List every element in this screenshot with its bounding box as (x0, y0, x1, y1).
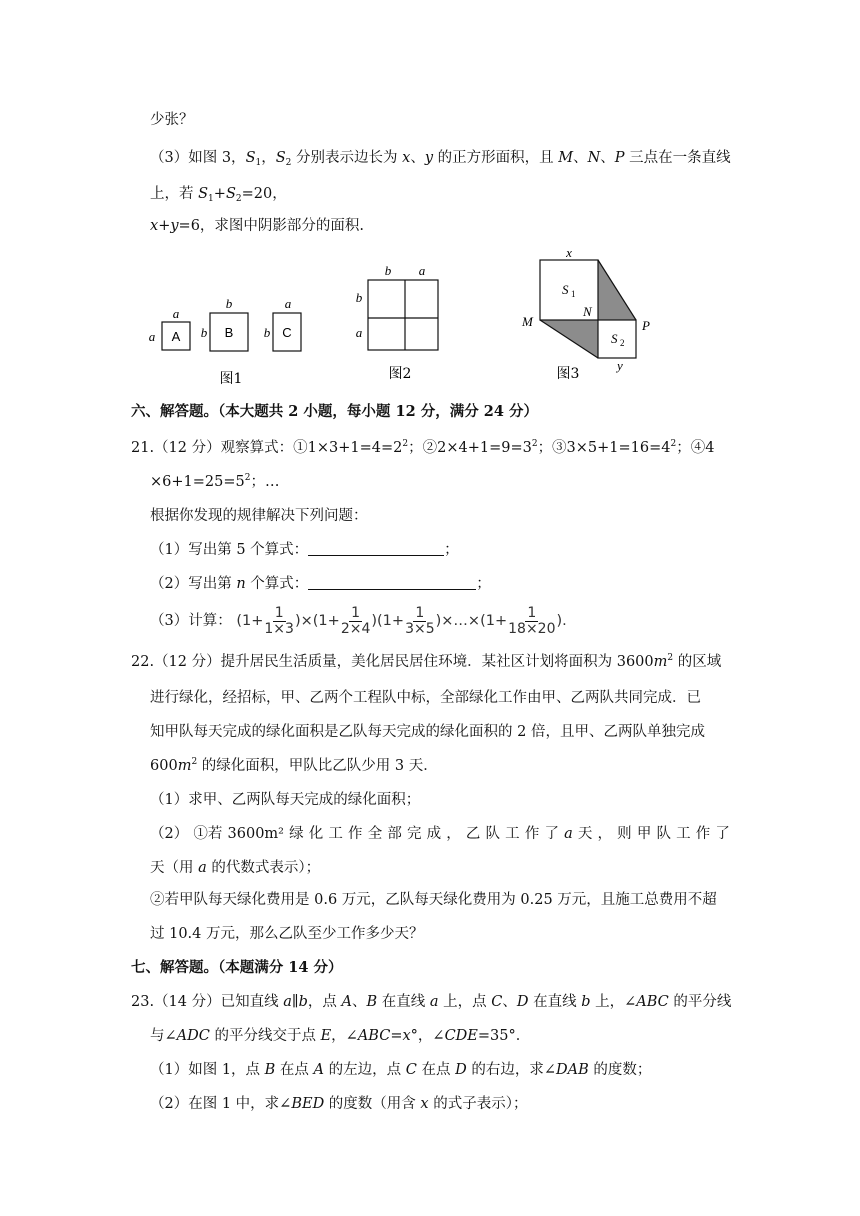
fig3-label-s1-sub: 1 (571, 289, 576, 299)
figures (0, 0, 860, 400)
side-label-b-top: b (225, 296, 233, 311)
q23-line2: 与∠ADC 的平分线交于点 E，∠ABC=x°，∠CDE=35°． (150, 1028, 531, 1044)
figure-3 (521, 245, 650, 382)
q22-part3-line1: ②若甲队每天绿化费用是 0.6 万元，乙队每天绿化费用为 0.25 万元，且施工总费用不超 (150, 892, 717, 908)
q22-line3: 知甲队每天完成的绿化面积是乙队每天完成的绿化面积的 2 倍，且甲、乙两队单独完成 (150, 724, 705, 740)
q21-line1: 21.（12 分）观察算式：$①1\times 3+1=4=2^2$；$②2\times 4+1=9=3^2$；$③3\times 5+1=16=4^2$；④4 (131, 439, 715, 456)
q21-part1: （1）写出第 5 个算式： ； (150, 542, 459, 558)
q21-intro: 根据你发现的规律解决下列问题： (150, 508, 368, 524)
figure-1-caption: 图1 (219, 371, 243, 387)
section-7-title: 七、解答题。（本题满分 14 分） (131, 959, 343, 976)
fig3-label-p: P (642, 318, 650, 333)
square-label-b: B (224, 325, 234, 340)
q23-part1: （1）如图 1，点 B 在点 A 的左边，点 C 在点 D 的右边，求∠DAB 的度数； (150, 1062, 652, 1078)
q22-line4: $600m^2$ 的绿化面积，甲队比乙队少用 3 天． (150, 757, 438, 774)
q21-part3: （3）计算： (1+ $\frac{1}{1\times 3}$ )×(1+ $\frac{1}{2\times 4}$ )(1+ $\frac{1}{3\times 5}$ )×…×(1+ $\frac{1}{18\times 20}$ ). (150, 604, 567, 637)
figure-3-caption: 图3 (556, 366, 580, 382)
fig2-top-b: b (384, 263, 392, 278)
fig3-label-s2-sub: 2 (620, 338, 625, 348)
fig3-label-s2: S (611, 331, 618, 346)
section-6-title: 六、解答题。（本大题共 2 小题，每小题 12 分，满分 24 分） (131, 403, 538, 420)
side-label-a-top-c: a (284, 296, 292, 311)
q21-line2: $\times 6+1=25=5^2$；… (150, 473, 280, 490)
side-label-a-top: a (172, 306, 180, 321)
q22-line1: 22.（12 分）提升居民生活质量，美化居民居住环境．某社区计划将面积为 $3600m^2$ 的区域 (131, 653, 722, 670)
prev-question-part3-line3: x+y=6，求图中阴影部分的面积. (150, 218, 365, 234)
fig2-left-b: b (355, 290, 363, 305)
side-label-a-left: a (148, 329, 156, 344)
fig3-label-y: y (617, 358, 623, 373)
fig3-label-x: x (566, 245, 572, 260)
fig3-label-s1: S (562, 282, 569, 297)
q22-part3-line2: 过 10.4 万元，那么乙队至少工作多少天？ (150, 926, 424, 942)
square-label-a: A (171, 329, 181, 344)
figure-2-caption: 图2 (388, 366, 412, 382)
side-label-b-left: b (200, 325, 208, 340)
figure-2 (356, 263, 438, 382)
fig3-label-n: N (583, 304, 592, 319)
side-label-b-left-c: b (263, 325, 271, 340)
q22-part2-line2: 天（用 a 的代数式表示）； (150, 860, 321, 876)
fig2-left-a: a (355, 325, 363, 340)
q21-part2: （2）写出第 n 个算式： ； (150, 576, 491, 592)
q21-expression: (1+ $\frac{1}{1\times 3}$ )×(1+ $\frac{1}{2\times 4}$ )(1+ $\frac{1}{3\times 5}$ )×…×(1+ $\frac{1}{18\times 20}$ ). (236, 604, 567, 637)
q23-line1: 23.（14 分）已知直线 a∥b，点 A、B 在直线 a 上，点 C、D 在直线 b 上，∠ABC 的平分线 (131, 994, 732, 1010)
figure-1 (149, 296, 301, 387)
fig3-label-m: M (522, 314, 533, 329)
q22-line2: 进行绿化，经招标，甲、乙两个工程队中标，全部绿化工作由甲、乙两队共同完成．已 (150, 690, 701, 706)
prev-question-part3-line2: 上，若 $S_1+S_2=20$， (150, 186, 287, 204)
q23-part2: （2）在图 1 中，求∠BED 的度数（用含 x 的式子表示）； (150, 1096, 528, 1112)
answer-blank-2 (308, 575, 476, 590)
answer-blank-1 (308, 541, 444, 556)
fig2-top-a: a (418, 263, 426, 278)
prev-question-line1: 少张？ (150, 112, 194, 128)
square-label-c: C (282, 325, 292, 340)
prev-question-part3: （3）如图 3，$S_1$，$S_2$ 分别表示边长为 x、y 的正方形面积，且 M、N、P 三点在一条直线 (150, 150, 731, 168)
q22-part1: （1）求甲、乙两队每天完成的绿化面积； (150, 792, 421, 808)
q22-part2: （2） ①若 3600m² 绿 化 工 作 全 部 完 成 ， 乙 队 工 作 了 a 天 ， 则 甲 队 工 作 了 (150, 826, 730, 842)
